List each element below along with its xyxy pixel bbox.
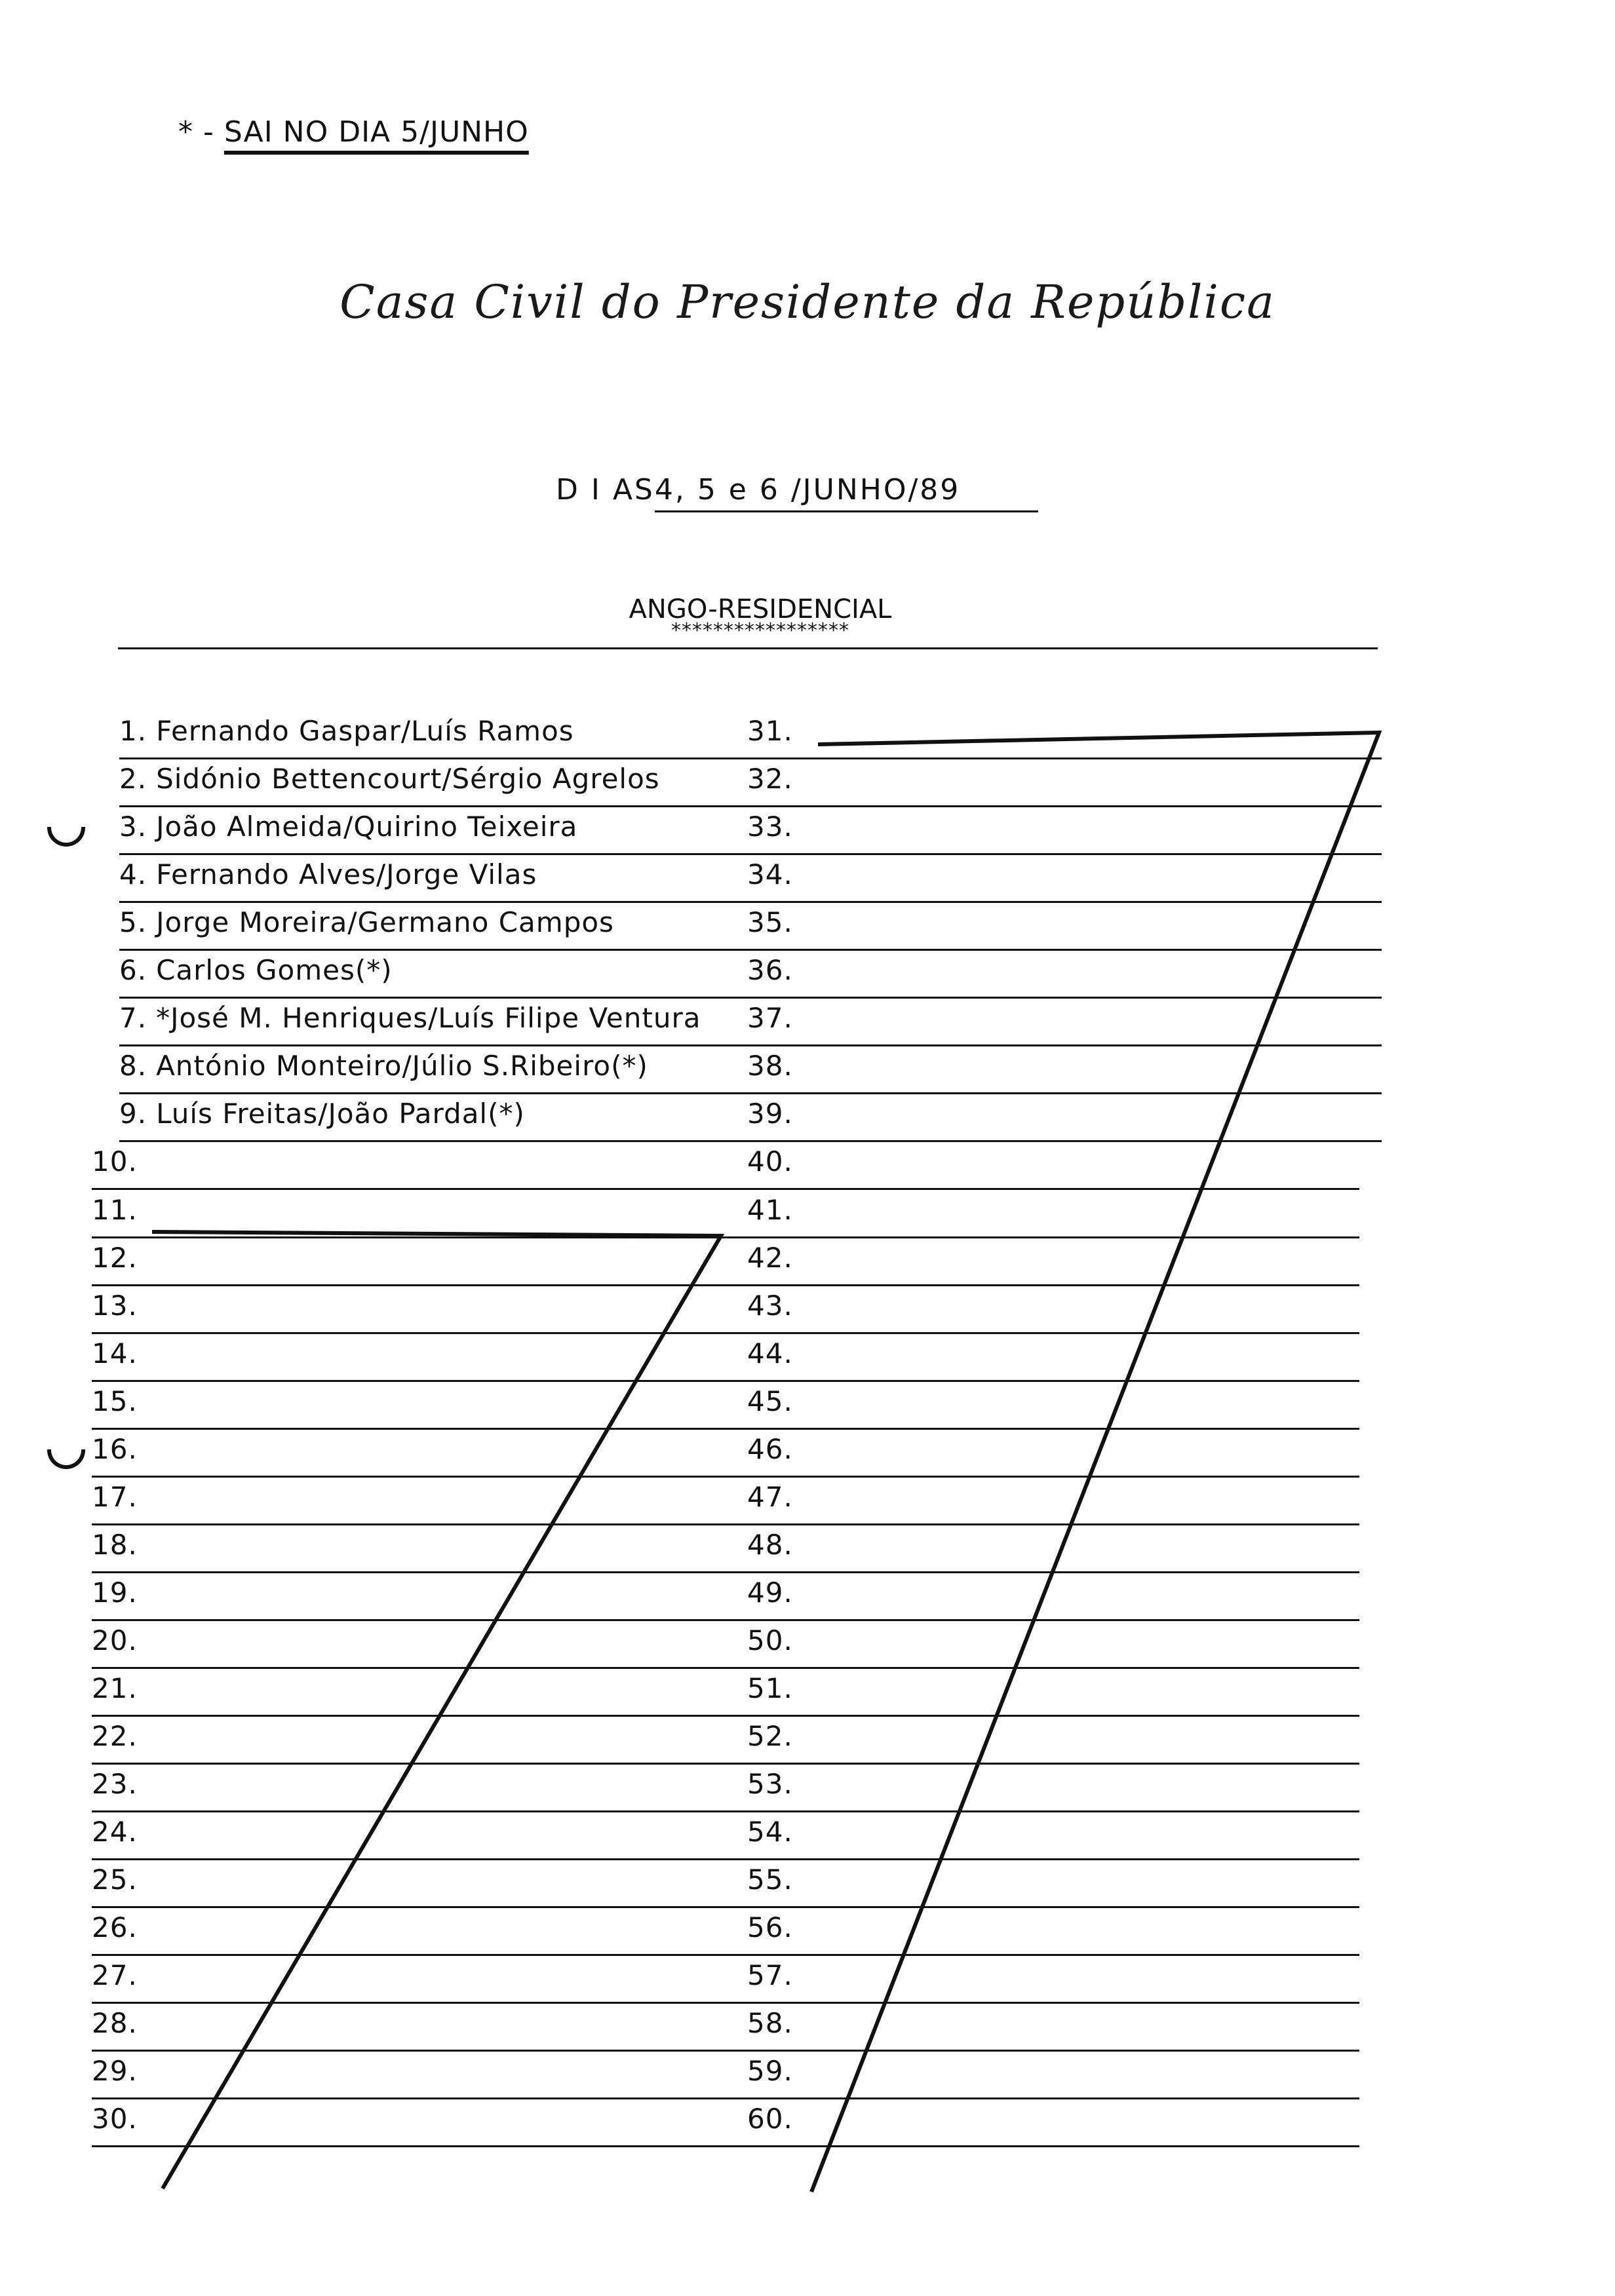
list-item-name: Fernando Alves/Jorge Vilas xyxy=(156,858,537,891)
list-item-number: 20. xyxy=(92,1624,138,1656)
hall-name: ANGO-RESIDENCIAL xyxy=(629,594,892,624)
list-item-number: 36. xyxy=(747,954,793,987)
list-item-number: 55. xyxy=(747,1864,793,1896)
list-item-number: 34. xyxy=(747,858,793,891)
list-item-name: António Monteiro/Júlio S.Ribeiro(*) xyxy=(156,1050,648,1082)
list-item-number: 38. xyxy=(747,1050,793,1082)
list-item-number: 18. xyxy=(92,1528,138,1561)
list-item-number: 35. xyxy=(747,906,793,939)
list-item-name: Fernando Gaspar/Luís Ramos xyxy=(156,715,574,747)
list-item-number: 4. xyxy=(119,858,147,891)
list-item-name: *José M. Henriques/Luís Filipe Ventura xyxy=(156,1002,701,1035)
hall-stars: ***************** xyxy=(671,619,849,642)
list-item-number: 29. xyxy=(92,2055,138,2088)
list-item-number: 40. xyxy=(747,1145,793,1178)
list-item-number: 23. xyxy=(92,1768,138,1801)
list-item-name: João Almeida/Quirino Teixeira xyxy=(156,811,578,843)
list-item-name: Sidónio Bettencourt/Sérgio Agrelos xyxy=(156,763,660,795)
list-item-number: 19. xyxy=(92,1576,138,1609)
list-item-number: 1. xyxy=(119,715,147,747)
list-item-number: 22. xyxy=(92,1720,138,1753)
list-item-number: 16. xyxy=(92,1432,138,1465)
list-item-number: 31. xyxy=(747,715,793,747)
list-item-number: 12. xyxy=(92,1241,138,1274)
list-item-number: 9. xyxy=(119,1098,147,1130)
list-item-number: 46. xyxy=(747,1432,793,1465)
strike-left xyxy=(152,1232,721,2189)
list-item-number: 33. xyxy=(747,811,793,843)
list-item-number: 2. xyxy=(119,763,147,795)
list-item-number: 37. xyxy=(747,1002,793,1035)
list-item-number: 41. xyxy=(747,1193,793,1226)
letterhead: Casa Civil do Presidente da República xyxy=(340,275,1275,329)
list-item-number: 54. xyxy=(747,1816,793,1848)
list-item-number: 30. xyxy=(92,2103,138,2135)
list-item-number: 47. xyxy=(747,1480,793,1513)
strike-right xyxy=(811,733,1379,2192)
list-item-number: 32. xyxy=(747,763,793,795)
list-item-number: 60. xyxy=(747,2103,793,2135)
list-item-number: 17. xyxy=(92,1480,138,1513)
date-value: 4, 5 e 6 /JUNHO/89 xyxy=(655,473,1038,512)
list-item-number: 8. xyxy=(119,1050,147,1082)
list-item-number: 6. xyxy=(119,954,147,987)
list-item-number: 25. xyxy=(92,1864,138,1896)
list-item-number: 44. xyxy=(747,1337,793,1369)
list-item-number: 14. xyxy=(92,1337,138,1369)
list-item-number: 43. xyxy=(747,1289,793,1322)
list-item-name: Jorge Moreira/Germano Campos xyxy=(156,906,614,939)
list-item-number: 26. xyxy=(92,1911,138,1944)
list-item-number: 45. xyxy=(747,1385,793,1417)
list-item-name: Luís Freitas/João Pardal(*) xyxy=(156,1098,525,1130)
list-item-number: 48. xyxy=(747,1528,793,1561)
list-item-number: 58. xyxy=(747,2007,793,2040)
list-item-number: 15. xyxy=(92,1385,138,1417)
list-item-number: 59. xyxy=(747,2055,793,2088)
list-item-number: 5. xyxy=(119,906,147,939)
list-item-number: 27. xyxy=(92,1959,138,1992)
list-item-number: 49. xyxy=(747,1576,793,1609)
date-label: D I AS xyxy=(556,473,655,507)
list-item-number: 21. xyxy=(92,1672,138,1704)
note-text: SAI NO DIA 5/JUNHO xyxy=(224,115,529,149)
list-item-number: 13. xyxy=(92,1289,138,1322)
note-prefix: * - xyxy=(178,115,224,149)
list-item-number: 3. xyxy=(119,811,147,843)
list-item-name: Carlos Gomes(*) xyxy=(156,954,393,987)
list-item-number: 53. xyxy=(747,1768,793,1801)
list-item-number: 39. xyxy=(747,1098,793,1130)
list-item-number: 10. xyxy=(92,1145,138,1178)
list-item-number: 28. xyxy=(92,2007,138,2040)
list-item-number: 57. xyxy=(747,1959,793,1992)
list-item-number: 50. xyxy=(747,1624,793,1656)
list-item-number: 24. xyxy=(92,1816,138,1848)
list-item-number: 56. xyxy=(747,1911,793,1944)
list-item-number: 11. xyxy=(92,1193,138,1226)
list-item-number: 7. xyxy=(119,1002,147,1035)
list-item-number: 42. xyxy=(747,1241,793,1274)
list-item-number: 52. xyxy=(747,1720,793,1753)
list-item-number: 51. xyxy=(747,1672,793,1704)
